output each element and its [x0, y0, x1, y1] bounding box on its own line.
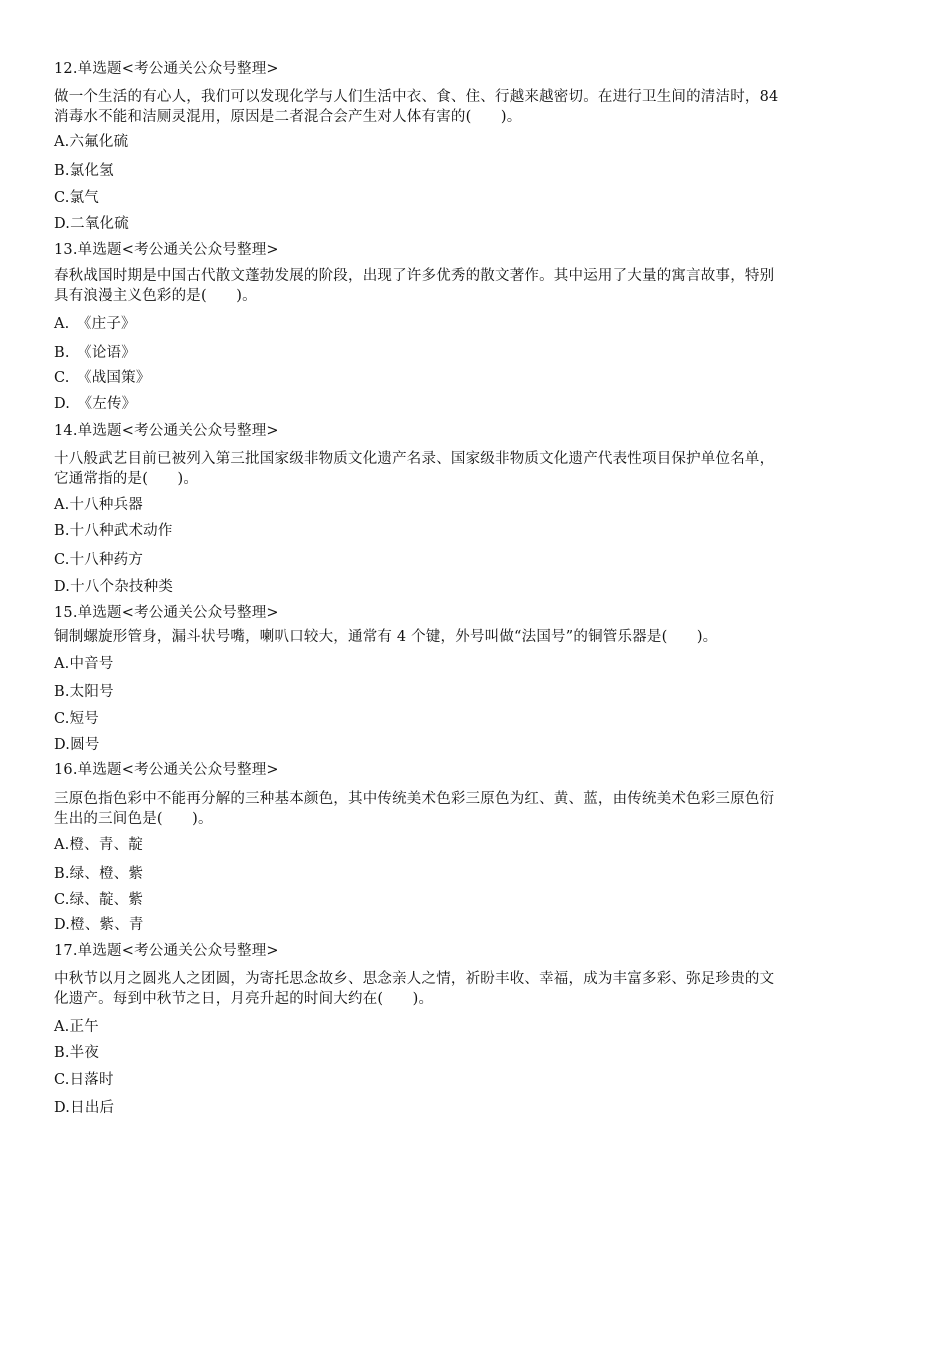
option-b: B.氯化氢	[54, 163, 114, 179]
option-b: B.半夜	[54, 1045, 100, 1061]
question-header: 14.单选题<考公通关公众号整理>	[54, 423, 279, 439]
option-a: A.六氟化硫	[54, 134, 129, 150]
option-d: D.日出后	[54, 1100, 115, 1116]
option-a: A. 《庄子》	[54, 316, 136, 332]
option-c: C.绿、靛、紫	[54, 892, 144, 908]
option-a: A.正午	[54, 1019, 99, 1035]
option-c: C.氯气	[54, 190, 99, 206]
option-a: A.橙、青、靛	[54, 837, 143, 853]
question-header: 16.单选题<考公通关公众号整理>	[54, 762, 279, 778]
question-stem-line: 十八般武艺目前已被列入第三批国家级非物质文化遗产名录、国家级非物质文化遗产代表性项目保护单位名单，	[54, 451, 775, 467]
option-d: D.十八个杂技种类	[54, 579, 174, 595]
question-header: 12.单选题<考公通关公众号整理>	[54, 61, 279, 77]
option-c: C. 《战国策》	[54, 370, 151, 386]
question-stem-line: 它通常指的是( )。	[54, 471, 199, 487]
question-header: 13.单选题<考公通关公众号整理>	[54, 242, 279, 258]
option-a: A.中音号	[54, 656, 114, 672]
question-stem-line: 消毒水不能和洁厕灵混用，原因是二者混合会产生对人体有害的( )。	[54, 109, 522, 125]
option-b: B.太阳号	[54, 684, 114, 700]
option-a: A.十八种兵器	[54, 497, 143, 513]
question-stem-line: 中秋节以月之圆兆人之团圆，为寄托思念故乡、思念亲人之情，祈盼丰收、幸福，成为丰富多彩、弥足珍贵的文	[54, 971, 775, 987]
option-d: D.圆号	[54, 737, 100, 753]
option-d: D.二氧化硫	[54, 216, 129, 232]
question-stem-line: 春秋战国时期是中国古代散文蓬勃发展的阶段，出现了许多优秀的散文著作。其中运用了大量的寓言故事，特别	[54, 268, 775, 284]
option-b: B.十八种武术动作	[54, 523, 173, 539]
question-header: 15.单选题<考公通关公众号整理>	[54, 605, 279, 621]
option-b: B.绿、橙、紫	[54, 866, 144, 882]
question-stem-line: 做一个生活的有心人，我们可以发现化学与人们生活中衣、食、住、行越来越密切。在进行卫生间的清洁时，84	[54, 89, 779, 105]
option-c: C.短号	[54, 711, 99, 727]
option-b: B. 《论语》	[54, 345, 136, 361]
question-stem-line: 铜制螺旋形管身，漏斗状号嘴，喇叭口较大，通常有 4 个键，外号叫做“法国号”的铜管乐器是( )。	[54, 629, 718, 645]
option-d: D. 《左传》	[54, 396, 137, 412]
question-header: 17.单选题<考公通关公众号整理>	[54, 943, 279, 959]
question-stem-line: 三原色指色彩中不能再分解的三种基本颜色，其中传统美术色彩三原色为红、黄、蓝，由传统美术色彩三原色衍	[54, 791, 775, 807]
option-c: C.十八种药方	[54, 552, 144, 568]
option-d: D.橙、紫、青	[54, 917, 144, 933]
question-stem-line: 生出的三间色是( )。	[54, 811, 213, 827]
question-stem-line: 化遗产。每到中秋节之日，月亮升起的时间大约在( )。	[54, 991, 434, 1007]
option-c: C.日落时	[54, 1072, 114, 1088]
question-stem-line: 具有浪漫主义色彩的是( )。	[54, 288, 257, 304]
